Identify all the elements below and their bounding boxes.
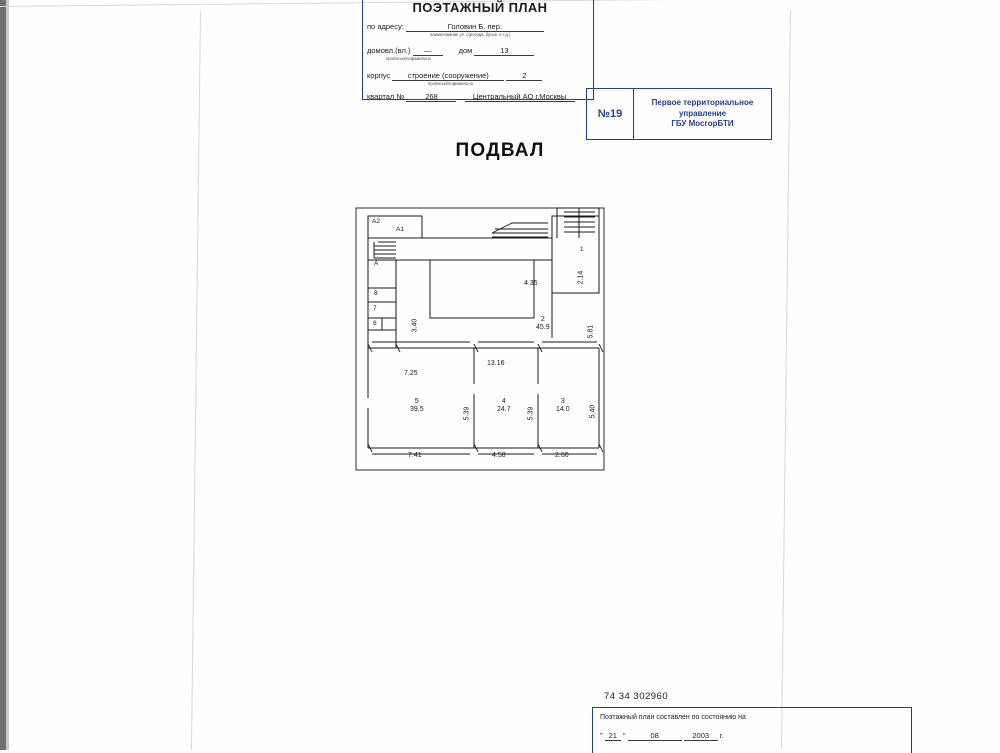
room-label-6: 6: [373, 320, 377, 327]
dim-5-39-a: 5.39: [463, 406, 471, 421]
dim-13-16: 13.16: [487, 360, 505, 367]
kvartal-label: квартал №: [367, 92, 405, 101]
date-year: 2003: [684, 731, 718, 741]
dim-5-40: 5.40: [589, 404, 597, 419]
house-dash: —: [413, 46, 443, 56]
room-label-7: 7: [373, 305, 377, 312]
room-label-a2: A2: [372, 218, 380, 225]
stamp-number: №19: [587, 89, 634, 139]
floor-plan-drawing: [352, 198, 618, 480]
date-year-suffix: г.: [719, 731, 724, 740]
date-quote-open: ": [600, 731, 603, 740]
room-label-2: [536, 316, 550, 332]
paper-edge-line-vertical-right: [781, 10, 791, 750]
scan-edge-light: [6, 0, 9, 750]
document-code: 74 34 302960: [604, 691, 669, 702]
date-month: 08: [628, 731, 682, 741]
dim-2-14: 2.14: [577, 270, 585, 285]
building-hint: прописью/пофамильно: [386, 56, 431, 61]
date-day: 21: [605, 731, 621, 741]
dim-5-39-b: 5.39: [527, 406, 535, 421]
district-value: Центральный АО г.Москвы: [465, 92, 575, 102]
building-value: 13: [474, 46, 534, 56]
floor-label: [0, 140, 1000, 162]
dim-4-58: 4.58: [492, 452, 506, 459]
address-value: Головин Б. пер.: [406, 22, 544, 32]
floor-plan-svg: [352, 198, 618, 480]
stroenie-label: строение (сооружение): [392, 71, 504, 81]
floor-label-text: ПОДВАЛ: [455, 140, 545, 161]
stamp-text: [634, 98, 771, 130]
stamp-line-2: управление: [678, 108, 727, 118]
room-5-area: 39.5: [410, 406, 424, 414]
building-label: дом: [458, 46, 473, 55]
stroenie-row: [367, 71, 542, 81]
dim-3-40: 3.40: [411, 318, 419, 333]
room-4-area: 24.7: [497, 406, 511, 414]
room-label-1: 1: [580, 246, 584, 253]
room-3-area: 14.0: [556, 406, 570, 414]
dim-2-60: 2.60: [555, 452, 569, 459]
address-hint: наименование ул. (проезда, бульв. и т.д.): [430, 32, 511, 37]
korpus-label: корпус: [367, 71, 391, 80]
room-label-4: [497, 398, 511, 414]
dim-4-35: 4.35: [524, 280, 538, 287]
room-2-area: 45.9: [536, 324, 550, 332]
stroenie-value: 2: [506, 71, 542, 81]
address-row: [367, 22, 544, 32]
stamp-line-3: ГБУ МосгорБТИ: [671, 119, 734, 129]
room-label-a1: A1: [396, 226, 404, 233]
date-quote-close: ": [622, 731, 626, 740]
room-2-number: 2: [540, 316, 545, 323]
footer-note: Поэтажный план составлен по состоянию на: [600, 714, 746, 721]
bti-stamp: [586, 88, 772, 140]
kvartal-value: 268: [406, 92, 456, 102]
room-5-number: 5: [414, 398, 419, 405]
address-label: по адресу:: [367, 22, 404, 31]
room-label-a: A: [374, 260, 379, 267]
house-label: домовл.(вл.): [367, 46, 411, 55]
footer-date-row: [600, 731, 724, 741]
dim-5-81: 5.81: [587, 324, 595, 339]
kvartal-row: [367, 92, 575, 102]
stroenie-hint: прописью/пофамильно: [428, 81, 473, 86]
room-label-8: 8: [374, 290, 378, 297]
dim-7-25: 7.25: [404, 370, 418, 377]
room-label-3: [556, 398, 570, 414]
page-title: ПОЭТАЖНЫЙ ПЛАН: [412, 0, 548, 15]
dim-7-41: 7.41: [408, 452, 422, 459]
paper-edge-line-vertical: [191, 10, 201, 750]
stamp-line-1: Первое территориальное: [651, 97, 754, 107]
room-label-5: [410, 398, 424, 414]
room-4-number: 4: [501, 398, 506, 405]
room-3-number: 3: [560, 398, 565, 405]
house-row: [367, 46, 534, 56]
